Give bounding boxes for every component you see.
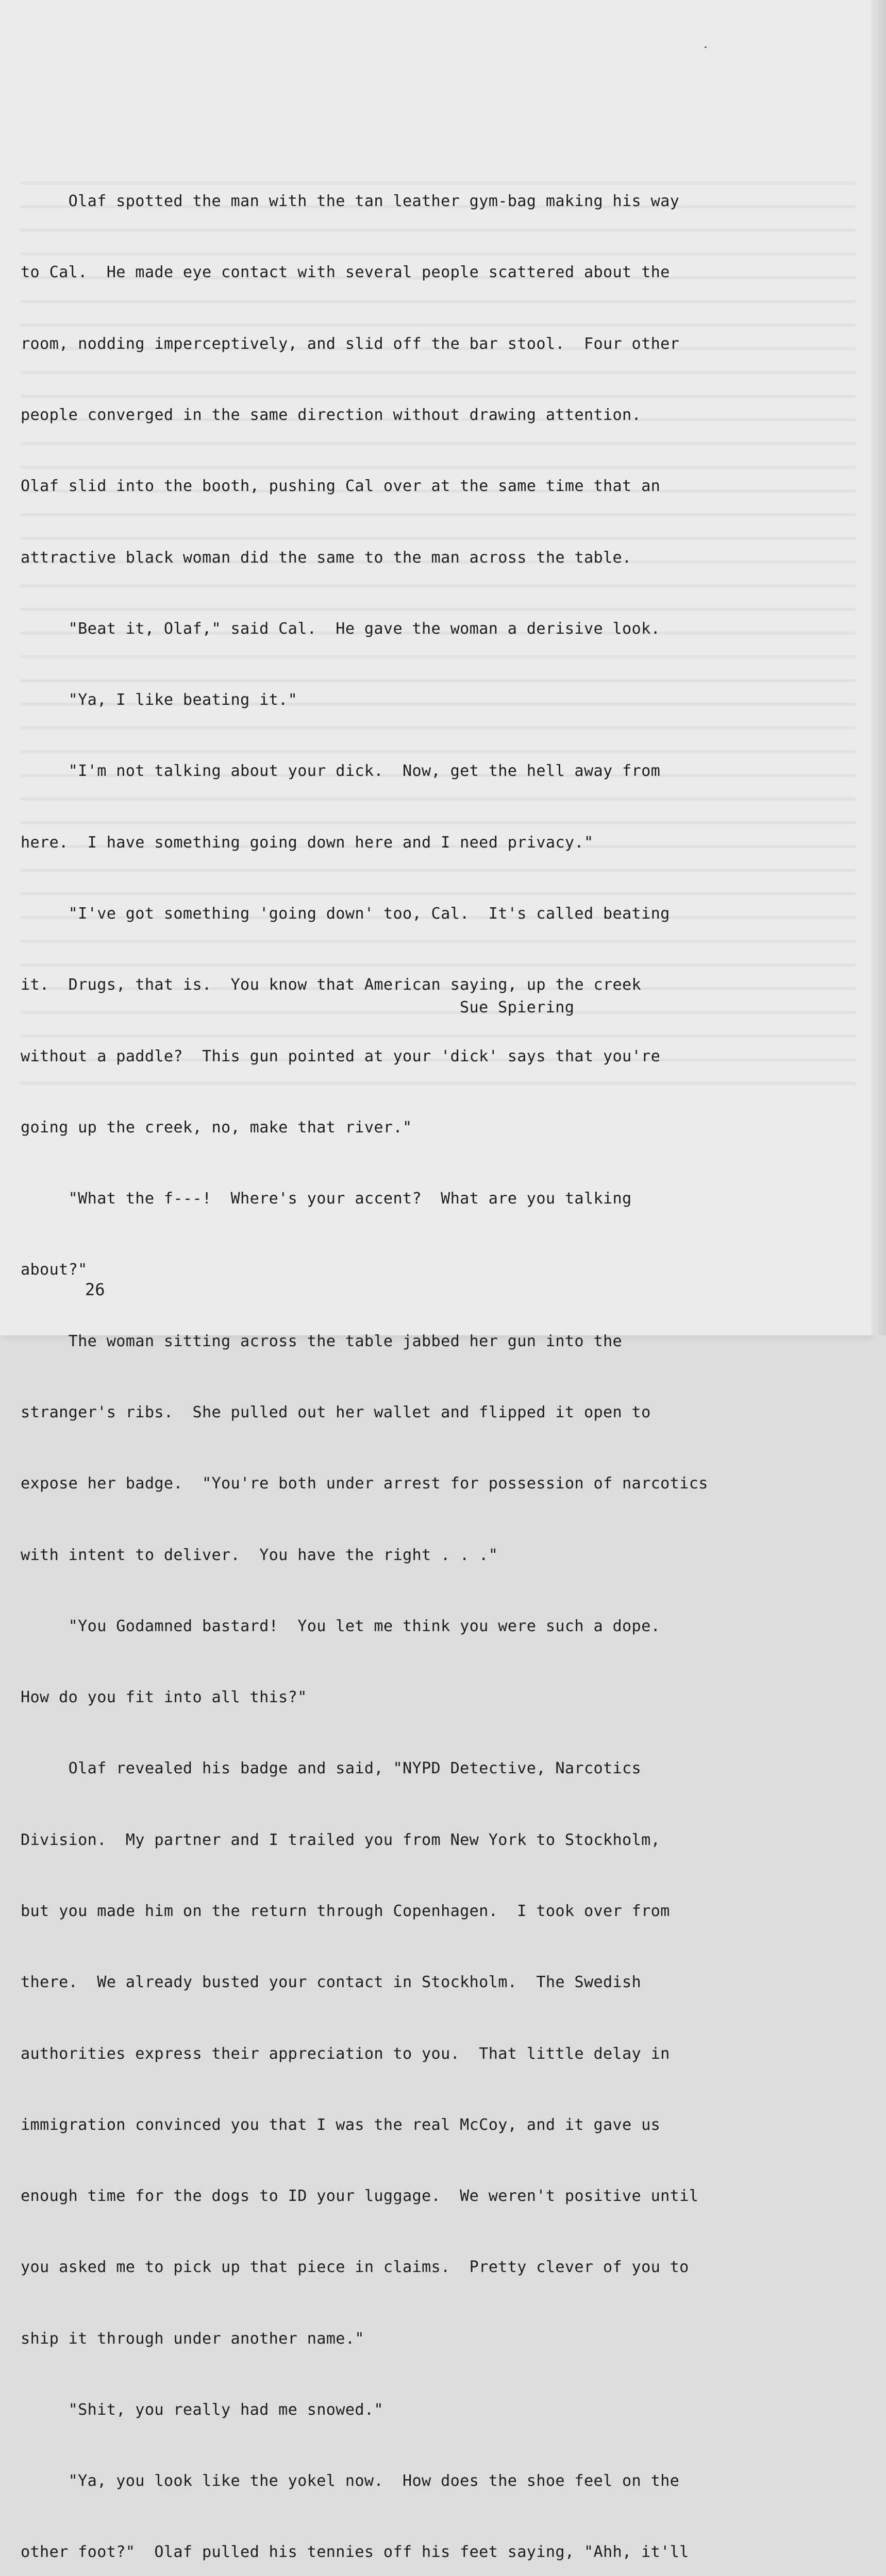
story-line: about?" bbox=[21, 1261, 88, 1279]
story-line: Division. My partner and I trailed you from New York to Stockholm, bbox=[21, 1831, 661, 1849]
story-line: "Shit, you really had me snowed." bbox=[21, 2400, 383, 2419]
story-text bbox=[21, 142, 866, 2576]
story-line: to Cal. He made eye contact with several people scattered about the bbox=[21, 263, 670, 282]
story-line: "What the f---! Where's your accent? What are you talking bbox=[21, 1190, 632, 1208]
paper-speck bbox=[705, 46, 707, 48]
page-edge-shadow bbox=[871, 0, 886, 1335]
story-line: without a paddle? This gun pointed at your 'dick' says that you're bbox=[21, 1047, 661, 1065]
story-line: but you made him on the return through Copenhagen. I took over from bbox=[21, 1902, 670, 1920]
story-line: attractive black woman did the same to the man across the table. bbox=[21, 548, 632, 567]
story-line: you asked me to pick up that piece in claims. Pretty clever of you to bbox=[21, 2258, 689, 2277]
story-line: "Beat it, Olaf," said Cal. He gave the woman a derisive look. bbox=[21, 619, 661, 638]
story-line: Olaf revealed his badge and said, "NYPD Detective, Narcotics bbox=[21, 1759, 642, 1778]
story-line: ship it through under another name." bbox=[21, 2329, 364, 2348]
story-line: going up the creek, no, make that river." bbox=[21, 1118, 412, 1137]
story-line: The woman sitting across the table jabbed her gun into the bbox=[21, 1332, 623, 1350]
story-line: here. I have something going down here and I need privacy." bbox=[21, 833, 594, 852]
story-line: Olaf spotted the man with the tan leather gym-bag making his way bbox=[21, 192, 680, 211]
story-line: there. We already busted your contact in Stockholm. The Swedish bbox=[21, 1973, 642, 1992]
story-line: "Ya, I like beating it." bbox=[21, 691, 298, 709]
story-line: Olaf slid into the booth, pushing Cal over at the same time that an bbox=[21, 477, 661, 496]
story-line: authorities express their appreciation to you. That little delay in bbox=[21, 2044, 670, 2063]
story-line: "Ya, you look like the yokel now. How does the shoe feel on the bbox=[21, 2472, 680, 2490]
story-line: other foot?" Olaf pulled his tennies off his feet saying, "Ahh, it'll bbox=[21, 2543, 689, 2562]
story-line: immigration convinced you that I was the real McCoy, and it gave us bbox=[21, 2115, 661, 2134]
page-number: 26 bbox=[85, 1280, 105, 1299]
story-line: with intent to deliver. You have the right . . ." bbox=[21, 1546, 498, 1564]
story-line: How do you fit into all this?" bbox=[21, 1688, 307, 1707]
story-line: "I'm not talking about your dick. Now, get the hell away from bbox=[21, 762, 661, 781]
story-line: stranger's ribs. She pulled out her wallet and flipped it open to bbox=[21, 1403, 651, 1421]
story-line: "You Godamned bastard! You let me think you were such a dope. bbox=[21, 1617, 661, 1635]
author-signature: Sue Spiering bbox=[460, 998, 575, 1016]
story-line: enough time for the dogs to ID your luggage. We weren't positive until bbox=[21, 2187, 699, 2206]
story-line: "I've got something 'going down' too, Cal. It's called beating bbox=[21, 905, 670, 923]
story-line: expose her badge. "You're both under arrest for possession of narcotics bbox=[21, 1475, 708, 1493]
story-line: room, nodding imperceptively, and slid off the bar stool. Four other bbox=[21, 334, 680, 353]
story-line: people converged in the same direction without drawing attention. bbox=[21, 406, 642, 425]
story-line: it. Drugs, that is. You know that American saying, up the creek bbox=[21, 976, 642, 994]
